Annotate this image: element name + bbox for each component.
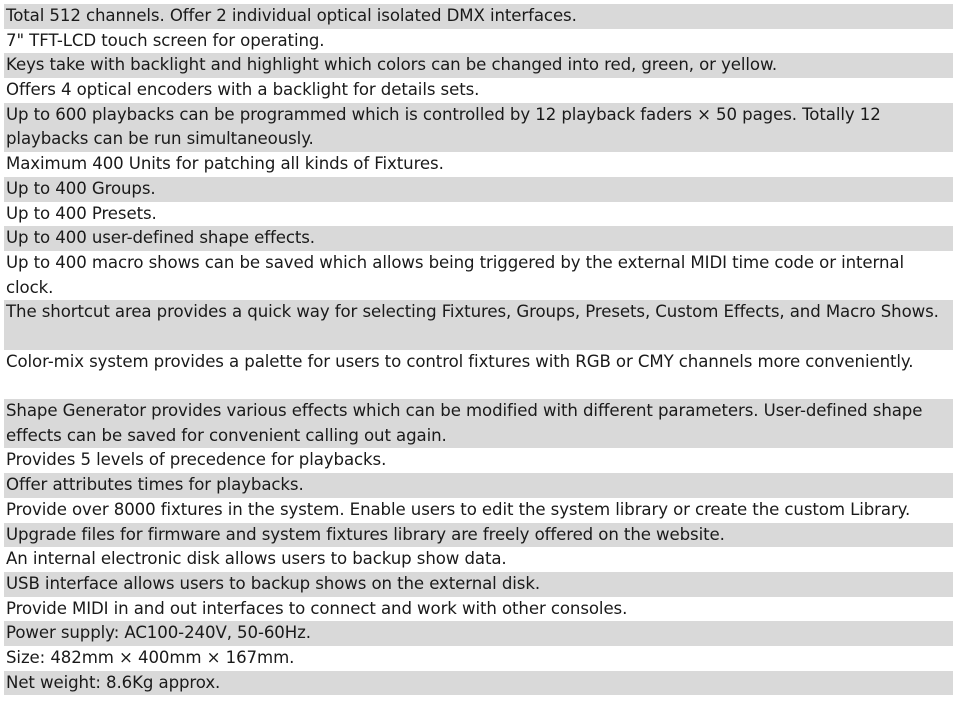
- spec-row-encoders: Offers 4 optical encoders with a backlight for details sets.: [4, 78, 953, 103]
- spec-row-fixture-library: Provide over 8000 fixtures in the system. Enable users to edit the system library or create the custom Library.: [4, 498, 953, 523]
- spec-row-power-supply: Power supply: AC100-240V, 50-60Hz.: [4, 621, 953, 646]
- spec-row-keys: Keys take with backlight and highlight which colors can be changed into red, green, or yellow.: [4, 53, 953, 78]
- spec-row-playbacks: Up to 600 playbacks can be programmed which is controlled by 12 playback faders × 50 pages. Totally 12 playbacks can be run simultaneously.: [4, 103, 953, 152]
- spec-row-precedence: Provides 5 levels of precedence for playbacks.: [4, 448, 953, 473]
- spec-row-attribute-times: Offer attributes times for playbacks.: [4, 473, 953, 498]
- spec-row-macro-shows: Up to 400 macro shows can be saved which allows being triggered by the external MIDI time code or internal clock.: [4, 251, 953, 300]
- spec-row-shape-effects: Up to 400 user-defined shape effects.: [4, 226, 953, 251]
- spec-row-usb: USB interface allows users to backup shows on the external disk.: [4, 572, 953, 597]
- spec-row-presets: Up to 400 Presets.: [4, 202, 953, 227]
- spec-row-units: Maximum 400 Units for patching all kinds of Fixtures.: [4, 152, 953, 177]
- spec-row-midi: Provide MIDI in and out interfaces to connect and work with other consoles.: [4, 597, 953, 622]
- spec-list: [4, 4, 953, 695]
- spec-row-weight: Net weight: 8.6Kg approx.: [4, 671, 953, 696]
- spec-row-dmx: Total 512 channels. Offer 2 individual optical isolated DMX interfaces.: [4, 4, 953, 29]
- spec-row-shape-generator: Shape Generator provides various effects which can be modified with different parameters. User-defined shape effects can be saved for convenient calling out again.: [4, 399, 953, 448]
- spec-row-upgrade-files: Upgrade files for firmware and system fixtures library are freely offered on the website.: [4, 523, 953, 548]
- spec-row-screen: 7" TFT-LCD touch screen for operating.: [4, 29, 953, 54]
- spec-row-color-mix: Color-mix system provides a palette for users to control fixtures with RGB or CMY channels more conveniently.: [4, 350, 953, 399]
- spec-row-groups: Up to 400 Groups.: [4, 177, 953, 202]
- spec-row-size: Size: 482mm × 400mm × 167mm.: [4, 646, 953, 671]
- spec-row-internal-disk: An internal electronic disk allows users to backup show data.: [4, 547, 953, 572]
- spec-row-shortcut-area: The shortcut area provides a quick way for selecting Fixtures, Groups, Presets, Custom Effects, and Macro Shows.: [4, 300, 953, 349]
